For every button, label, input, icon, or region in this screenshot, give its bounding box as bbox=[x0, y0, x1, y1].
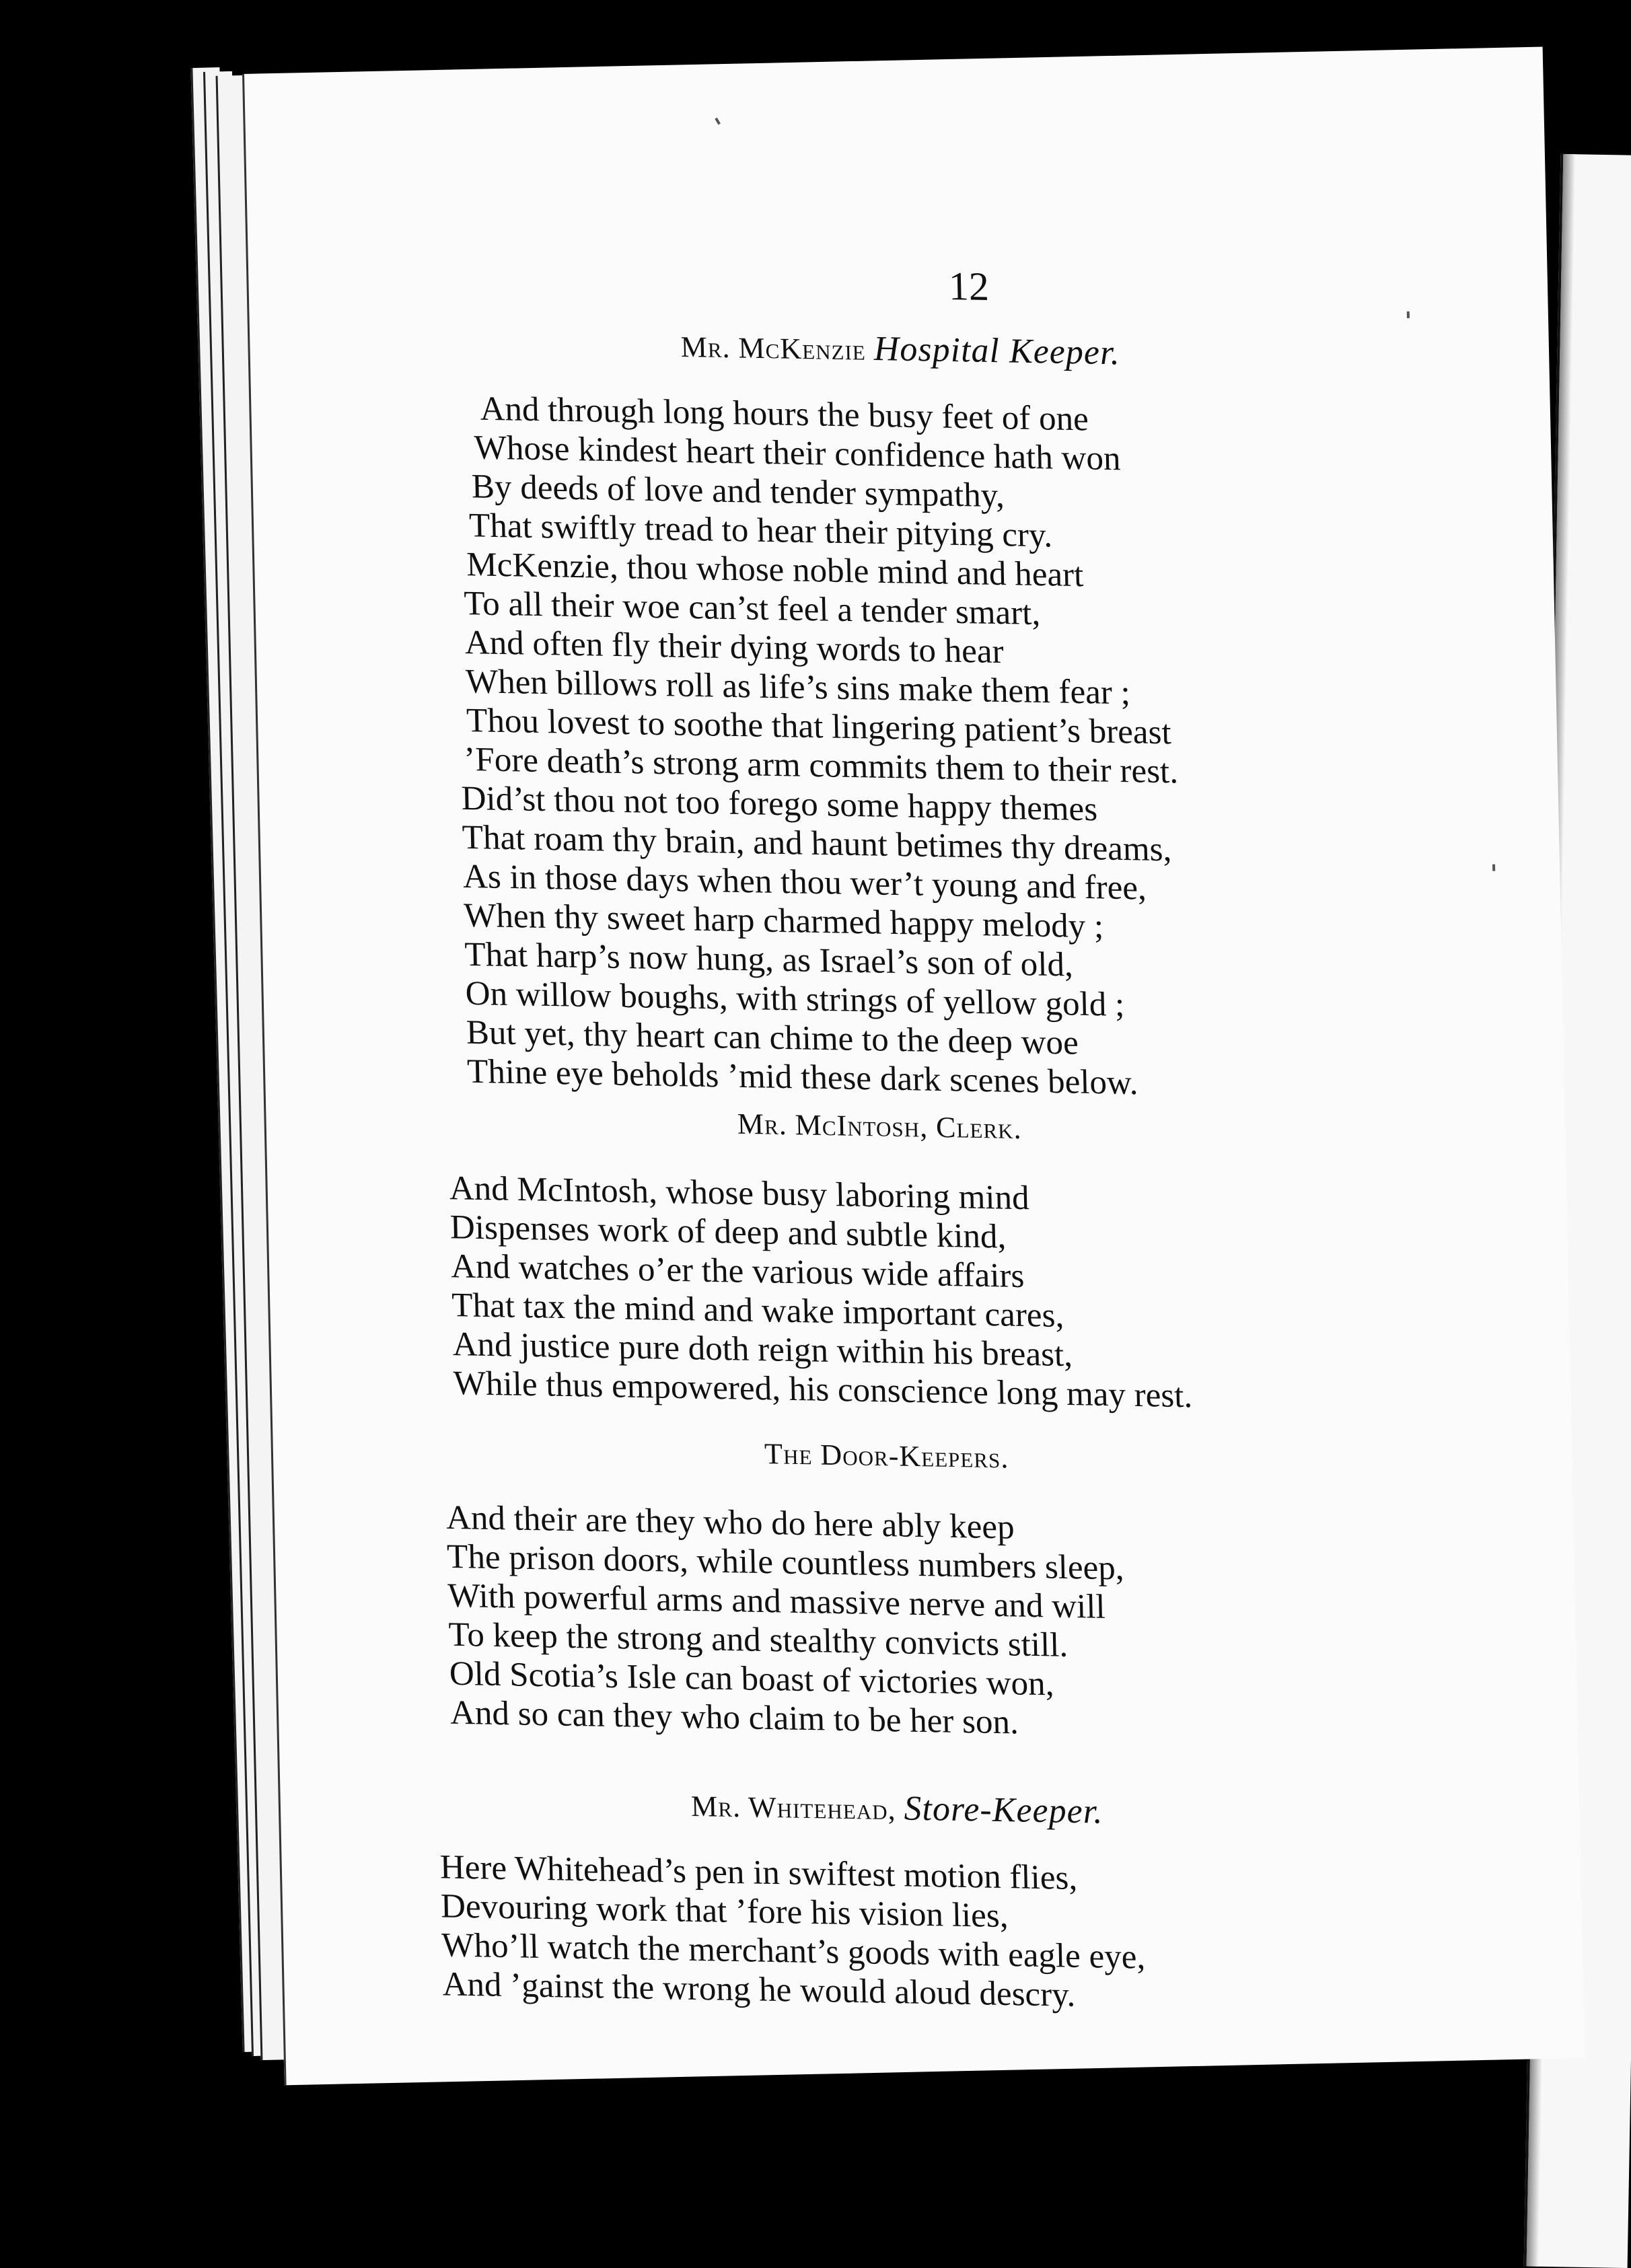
section-name: Mr. Whitehead, bbox=[690, 1789, 896, 1827]
section-name: Mr. McKenzie bbox=[680, 330, 867, 367]
page-number: 12 bbox=[948, 263, 990, 309]
verse-line: ’Fore death’s strong arm commits them to their rest. bbox=[463, 740, 1179, 791]
verse-line: As in those days when thou wer’t young and free, bbox=[462, 857, 1147, 908]
section-heading-door-keepers bbox=[764, 1436, 1009, 1475]
verse-line: While thus empowered, his conscience long may rest. bbox=[453, 1364, 1193, 1416]
verse-line: That swiftly tread to hear their pitying cry. bbox=[468, 507, 1053, 555]
section-heading-mckenzie bbox=[680, 326, 1120, 373]
verse-line: When billows roll as life’s sins make them fear ; bbox=[465, 663, 1131, 712]
verse-line: Devouring work that ’fore his vision lies, bbox=[440, 1887, 1009, 1936]
verse-line: And watches o’er the various wide affairs bbox=[450, 1247, 1025, 1296]
verse-line: On willow boughs, with strings of yellow gold ; bbox=[465, 974, 1125, 1024]
verse-line: McKenzie, thou whose noble mind and heart bbox=[466, 546, 1084, 595]
verse-line: That harp’s now hung, as Israel’s son of old, bbox=[464, 935, 1074, 984]
verse-line: Whose kindest heart their confidence hath won bbox=[474, 429, 1122, 478]
stanza-mcintosh bbox=[449, 1169, 1193, 1416]
verse-line: With powerful arms and massive nerve and will bbox=[447, 1576, 1106, 1626]
dust-speck bbox=[1407, 312, 1410, 318]
stanza-door-keepers bbox=[445, 1498, 1128, 1744]
verse-line: And so can they who claim to be her son. bbox=[449, 1693, 1019, 1742]
section-heading-whitehead bbox=[690, 1785, 1103, 1832]
section-name: Mr. McIntosh, Clerk. bbox=[737, 1107, 1022, 1146]
verse-line: And often fly their dying words to hear bbox=[464, 624, 1005, 671]
verse-line: And their are they who do here ably keep bbox=[445, 1498, 1015, 1547]
verse-line: To all their woe can’st feel a tender smart, bbox=[463, 585, 1041, 633]
section-name: The Door-Keepers. bbox=[764, 1437, 1009, 1475]
verse-line: When thy sweet harp charmed happy melody ; bbox=[463, 896, 1104, 946]
verse-line: Thou lovest to soothe that lingering patient’s breast bbox=[466, 702, 1172, 752]
verse-line: By deeds of love and tender sympathy, bbox=[471, 468, 1005, 515]
verse-line: Did’st thou not too forego some happy themes bbox=[461, 779, 1098, 829]
verse-line: Thine eye beholds ’mid these dark scenes below. bbox=[466, 1052, 1138, 1103]
verse-line: Here Whitehead’s pen in swiftest motion flies, bbox=[439, 1848, 1078, 1897]
verse-line: And through long hours the busy feet of one bbox=[479, 390, 1089, 439]
verse-line: And McIntosh, whose busy laboring mind bbox=[449, 1169, 1030, 1218]
section-heading-mcintosh bbox=[737, 1107, 1022, 1146]
section-role: Hospital Keeper. bbox=[873, 329, 1121, 373]
verse-line: And ’gainst the wrong he would aloud descry. bbox=[441, 1965, 1076, 2014]
verse-line: And justice pure doth reign within his breast, bbox=[452, 1325, 1073, 1375]
dust-speck bbox=[1492, 865, 1495, 871]
verse-line: Old Scotia’s Isle can boast of victories won, bbox=[449, 1654, 1054, 1704]
verse-line: That roam thy brain, and haunt betimes thy dreams, bbox=[462, 818, 1172, 869]
stanza-whitehead bbox=[439, 1848, 1147, 2016]
verse-line: Who’ll watch the merchant’s goods with eagle eye, bbox=[441, 1926, 1146, 1977]
stanza-mckenzie bbox=[453, 389, 1185, 1103]
book-page bbox=[242, 47, 1585, 2086]
verse-line: The prison doors, while countless numbers sleep, bbox=[446, 1537, 1125, 1588]
verse-line: But yet, thy heart can chime to the deep woe bbox=[466, 1013, 1079, 1062]
dust-speck bbox=[715, 118, 721, 125]
verse-line: Dispenses work of deep and subtle kind, bbox=[449, 1208, 1007, 1256]
verse-line: To keep the strong and stealthy convicts still. bbox=[448, 1615, 1068, 1665]
page-content bbox=[244, 49, 1585, 2083]
section-role: Store-Keeper. bbox=[903, 1789, 1103, 1831]
verse-line: That tax the mind and wake important cares, bbox=[451, 1286, 1064, 1336]
